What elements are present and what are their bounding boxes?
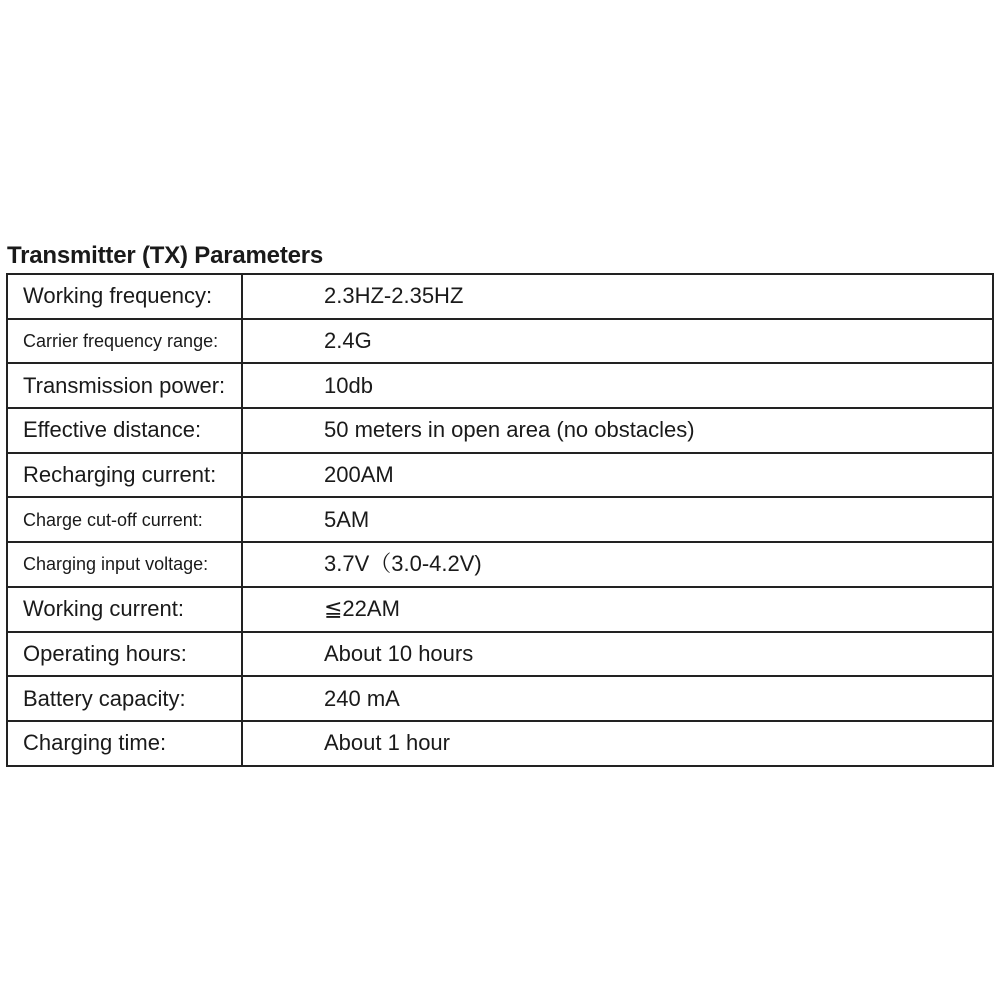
table-row	[7, 721, 993, 766]
param-value: ≦22AM	[242, 587, 993, 632]
param-label: Effective distance:	[7, 408, 242, 453]
param-value: 10db	[242, 363, 993, 408]
param-value: 240 mA	[242, 676, 993, 721]
param-label: Charge cut-off current:	[7, 497, 242, 542]
table-row	[7, 274, 993, 319]
param-value: 50 meters in open area (no obstacles)	[242, 408, 993, 453]
param-label: Battery capacity:	[7, 676, 242, 721]
table-row	[7, 676, 993, 721]
param-label: Working frequency:	[7, 274, 242, 319]
param-value: 200AM	[242, 453, 993, 498]
param-label: Working current:	[7, 587, 242, 632]
param-label: Carrier frequency range:	[7, 319, 242, 364]
param-value: 3.7V（3.0-4.2V)	[242, 542, 993, 587]
table-row	[7, 319, 993, 364]
param-value: 2.3HZ-2.35HZ	[242, 274, 993, 319]
param-label: Operating hours:	[7, 632, 242, 677]
param-label: Transmission power:	[7, 363, 242, 408]
table-title: Transmitter (TX) Parameters	[7, 242, 324, 269]
table-row	[7, 408, 993, 453]
table-row	[7, 497, 993, 542]
table-row	[7, 632, 993, 677]
parameters-table	[6, 273, 994, 767]
table-row	[7, 587, 993, 632]
table-row	[7, 363, 993, 408]
table-row	[7, 453, 993, 498]
param-value: About 10 hours	[242, 632, 993, 677]
param-value: 2.4G	[242, 319, 993, 364]
param-label: Charging time:	[7, 721, 242, 766]
param-value: 5AM	[242, 497, 993, 542]
param-label: Charging input voltage:	[7, 542, 242, 587]
param-value: About 1 hour	[242, 721, 993, 766]
table-row	[7, 542, 993, 587]
param-label: Recharging current:	[7, 453, 242, 498]
